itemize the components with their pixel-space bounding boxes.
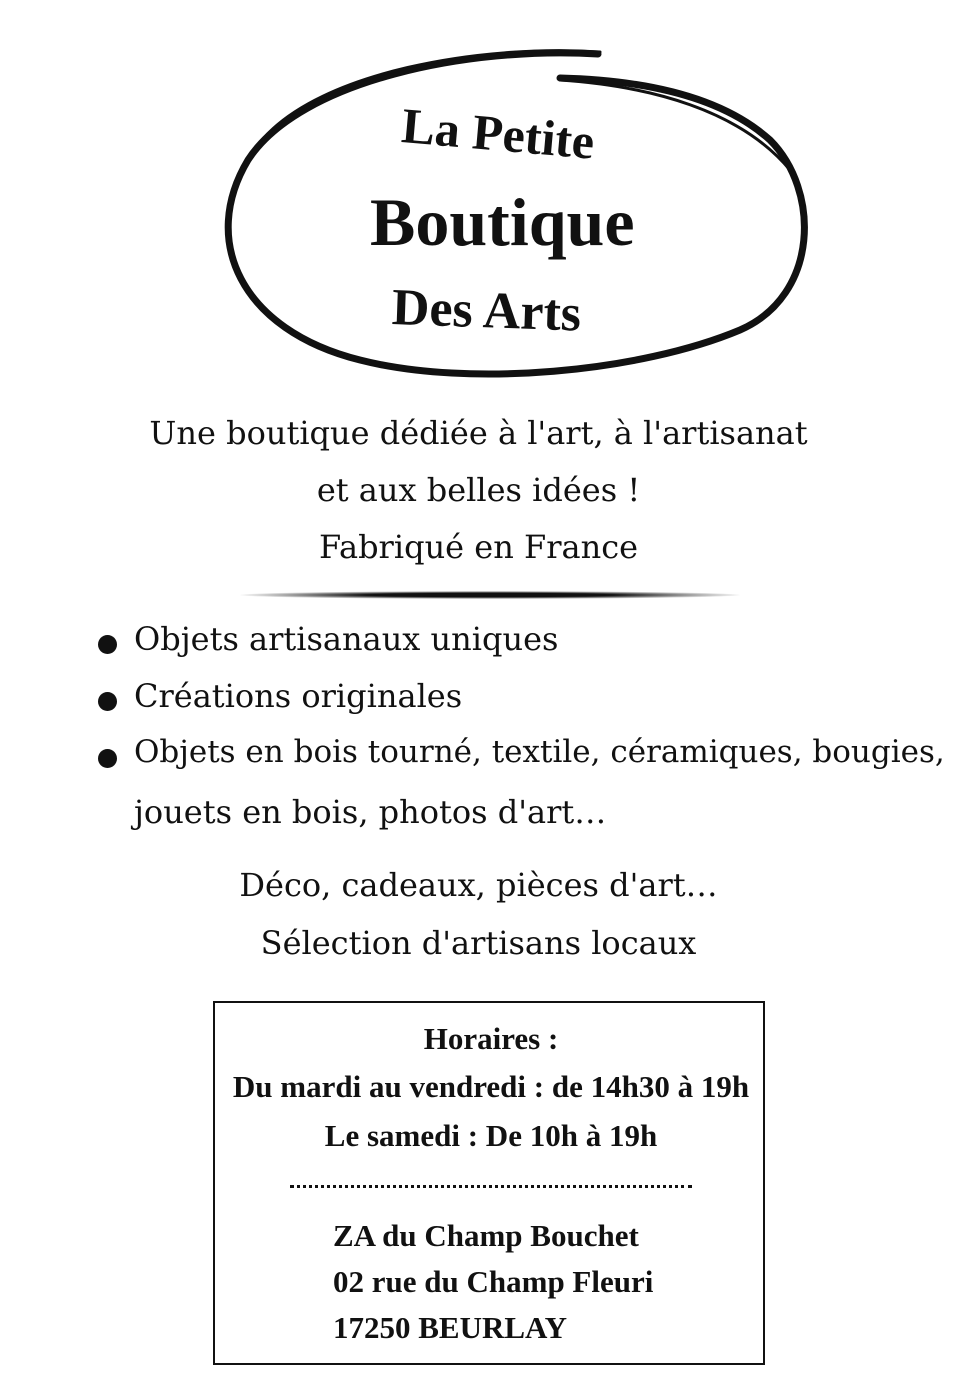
title-line-2: Boutique: [370, 184, 635, 260]
hours-weekdays: Du mardi au vendredi : de 14h30 à 19h: [232, 1069, 750, 1104]
section-divider: [240, 591, 740, 599]
title-line-1: La Petite: [399, 97, 597, 170]
intro-line-2: et aux belles idées !: [316, 471, 641, 509]
feature-item: Objets artisanaux uniques: [134, 620, 559, 658]
address-line-1: ZA du Champ Bouchet: [333, 1218, 639, 1253]
tagline-line-1: Déco, cadeaux, pièces d'art…: [239, 866, 718, 904]
intro-line-1: Une boutique dédiée à l'art, à l'artisanat: [149, 414, 808, 452]
intro-line-3: Fabriqué en France: [318, 528, 639, 566]
bullet-dot-icon: [98, 692, 117, 711]
feature-item-continuation: jouets en bois, photos d'art…: [134, 793, 607, 831]
title-line-3: Des Arts: [391, 279, 583, 343]
hours-address-box: [213, 1001, 765, 1365]
address-line-3: 17250 BEURLAY: [333, 1310, 567, 1345]
bullet-dot-icon: [98, 635, 117, 654]
feature-item: Créations originales: [134, 677, 463, 715]
hours-heading: Horaires :: [423, 1021, 559, 1056]
dotted-separator: [290, 1185, 692, 1188]
address-line-2: 02 rue du Champ Fleuri: [333, 1264, 654, 1299]
tagline-line-2: Sélection d'artisans locaux: [260, 924, 697, 962]
hours-saturday: Le samedi : De 10h à 19h: [324, 1118, 658, 1153]
feature-item: Objets en bois tourné, textile, céramiques, bougies,: [134, 734, 945, 770]
bullet-dot-icon: [98, 749, 117, 768]
